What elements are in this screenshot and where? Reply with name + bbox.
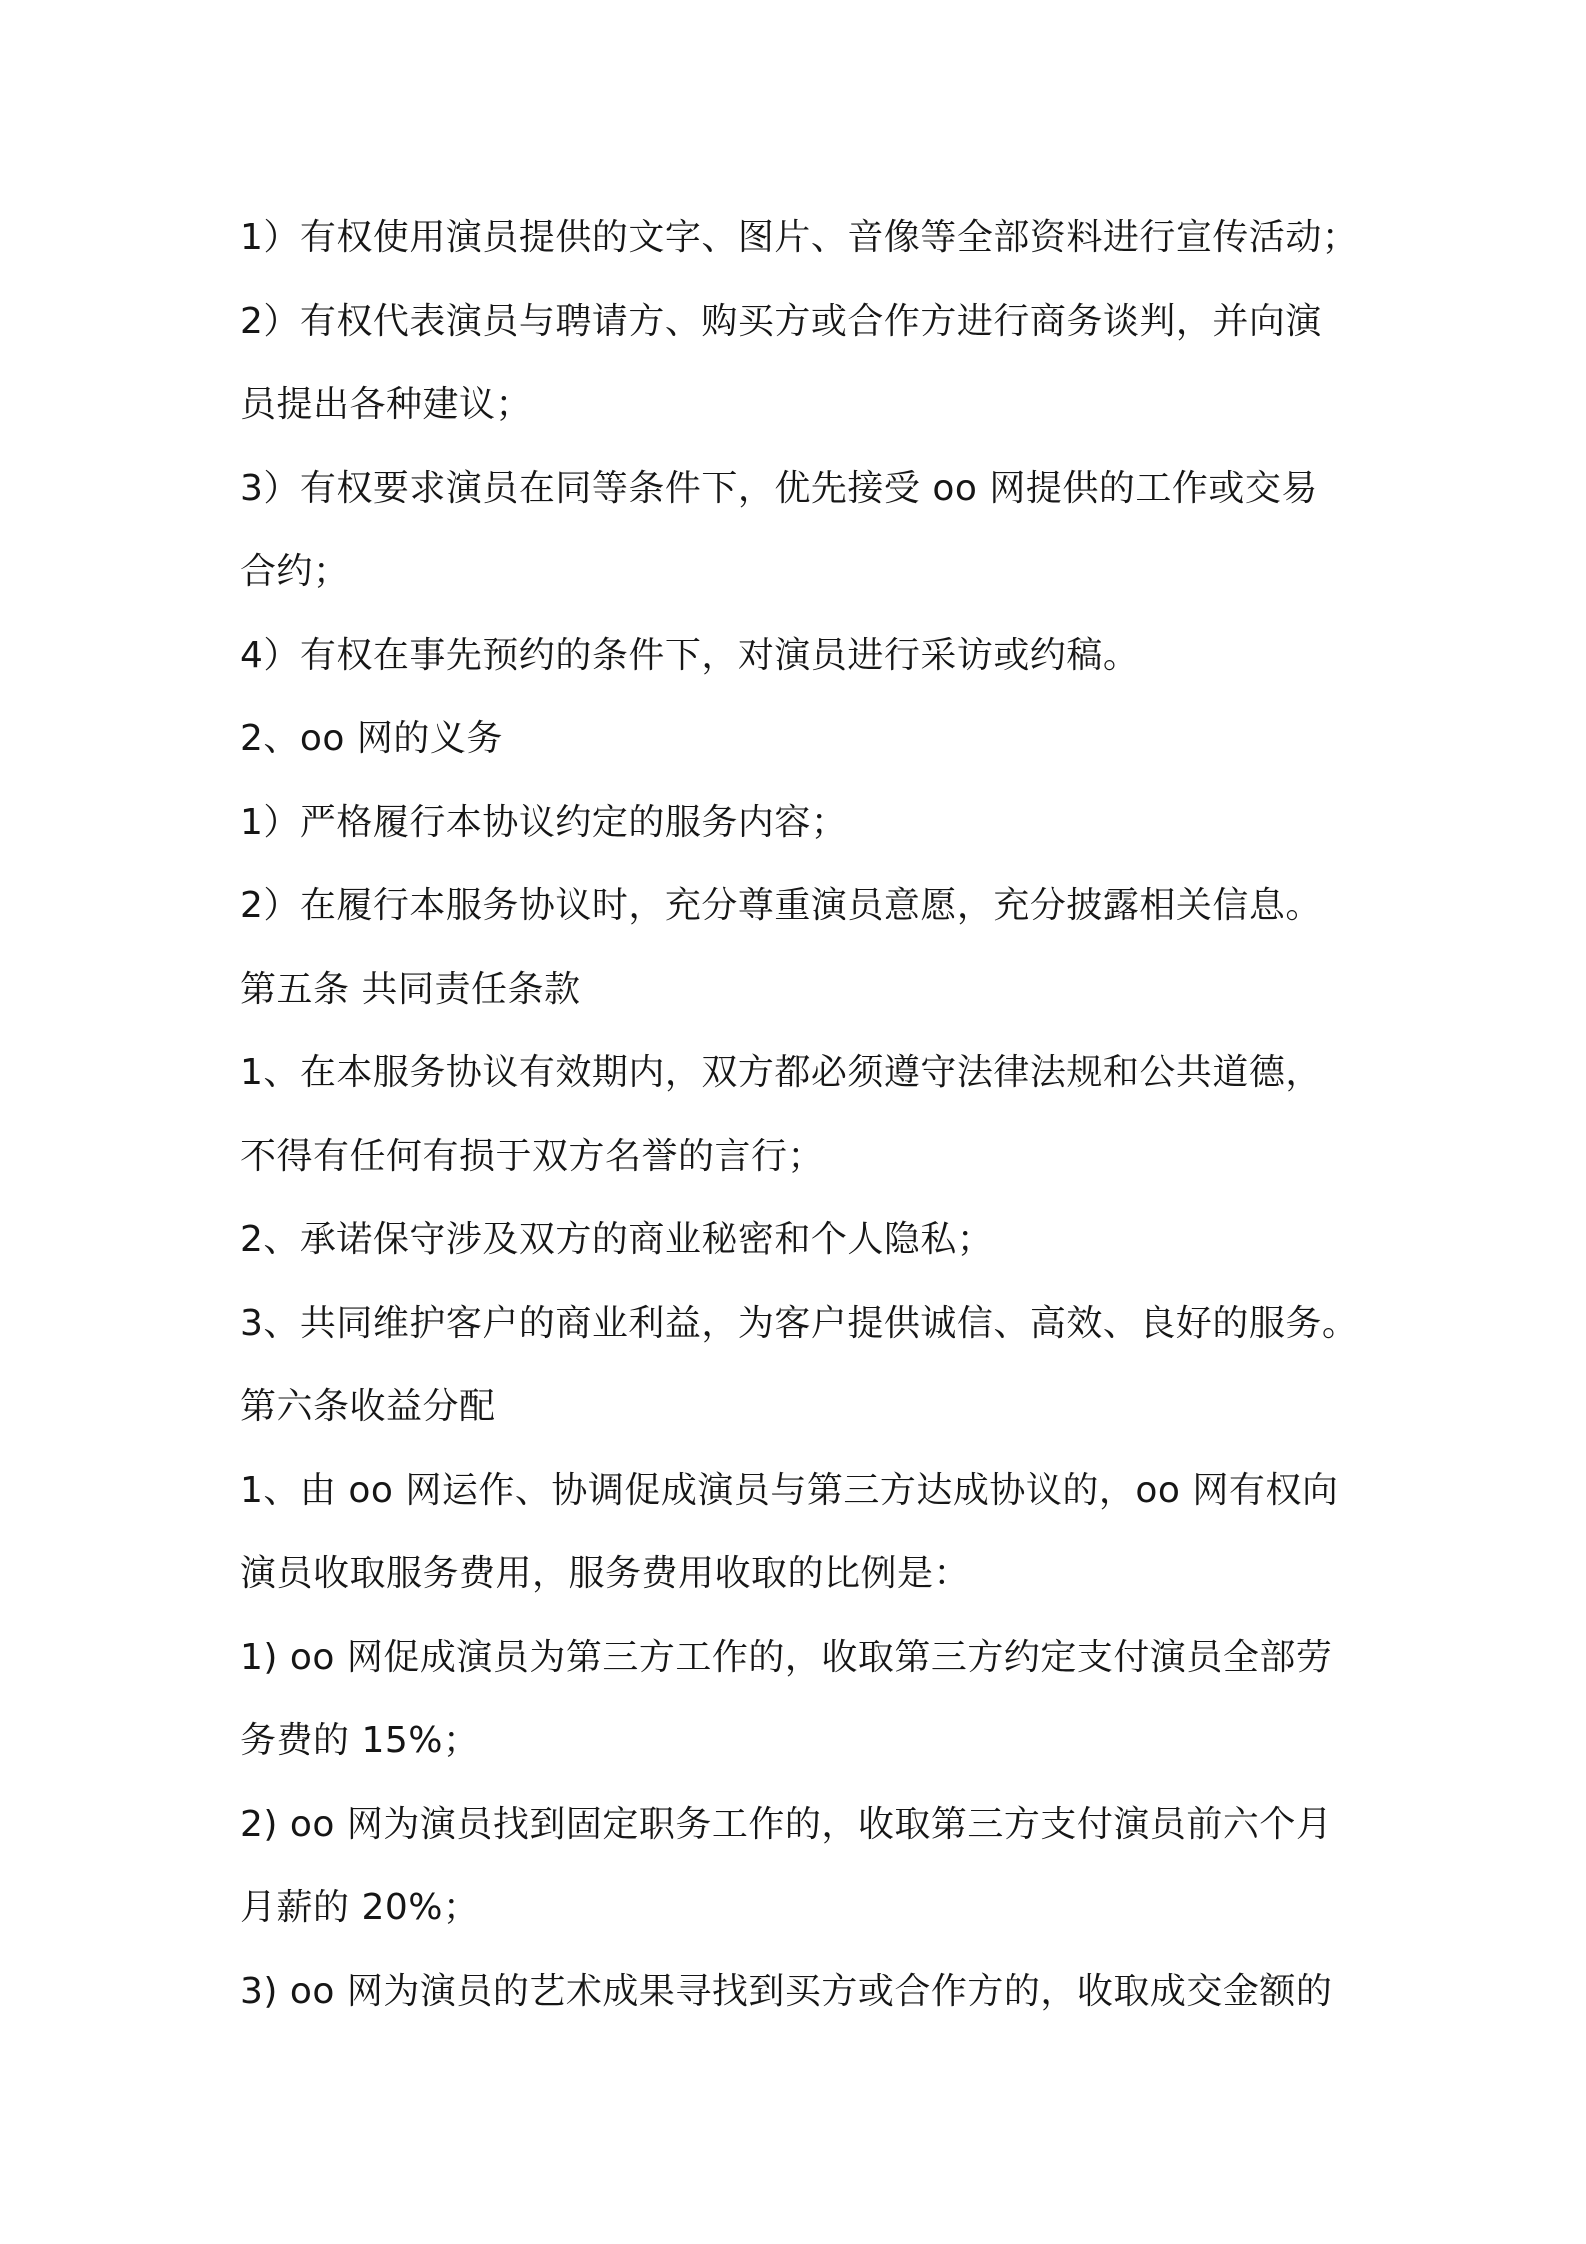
section-heading: 2、oo 网的义务 <box>240 718 503 759</box>
text-line: 合约； <box>240 551 350 592</box>
text-line: 员提出各种建议； <box>240 384 533 425</box>
text-line: 不得有任何有损于双方名誉的言行； <box>240 1135 825 1177</box>
text-line: 1) oo 网促成演员为第三方工作的，收取第三方约定支付演员全部劳 <box>240 1636 1333 1678</box>
article-heading: 第六条收益分配 <box>240 1386 496 1427</box>
text-line: 务费的 15%； <box>240 1720 480 1761</box>
text-line: 1）严格履行本协议约定的服务内容； <box>240 801 848 843</box>
text-line: 2、承诺保守涉及双方的商业秘密和个人隐私； <box>240 1219 994 1260</box>
text-line: 1、由 oo 网运作、协调促成演员与第三方达成协议的，oo 网有权向 <box>240 1469 1339 1511</box>
text-line: 3、共同维护客户的商业利益，为客户提供诚信、高效、良好的服务。 <box>240 1302 1359 1344</box>
text-line: 2）有权代表演员与聘请方、购买方或合作方进行商务谈判，并向演 <box>240 300 1322 342</box>
text-line: 1、在本服务协议有效期内，双方都必须遵守法律法规和公共道德， <box>240 1052 1322 1093</box>
text-line: 3）有权要求演员在同等条件下，优先接受 oo 网提供的工作或交易 <box>240 467 1318 509</box>
text-line: 3) oo 网为演员的艺术成果寻找到买方或合作方的，收取成交金额的 <box>240 1970 1333 2012</box>
text-line: 月薪的 20%； <box>240 1887 480 1928</box>
text-line: 2) oo 网为演员找到固定职务工作的，收取第三方支付演员前六个月 <box>240 1803 1333 1845</box>
text-line: 2）在履行本服务协议时，充分尊重演员意愿，充分披露相关信息。 <box>240 885 1322 926</box>
document-body <box>240 196 1400 2033</box>
text-line: 4）有权在事先预约的条件下，对演员进行采访或约稿。 <box>240 634 1140 676</box>
text-line: 1）有权使用演员提供的文字、图片、音像等全部资料进行宣传活动； <box>240 217 1359 258</box>
article-heading: 第五条 共同责任条款 <box>240 968 581 1010</box>
text-line: 演员收取服务费用，服务费用收取的比例是： <box>240 1553 971 1594</box>
